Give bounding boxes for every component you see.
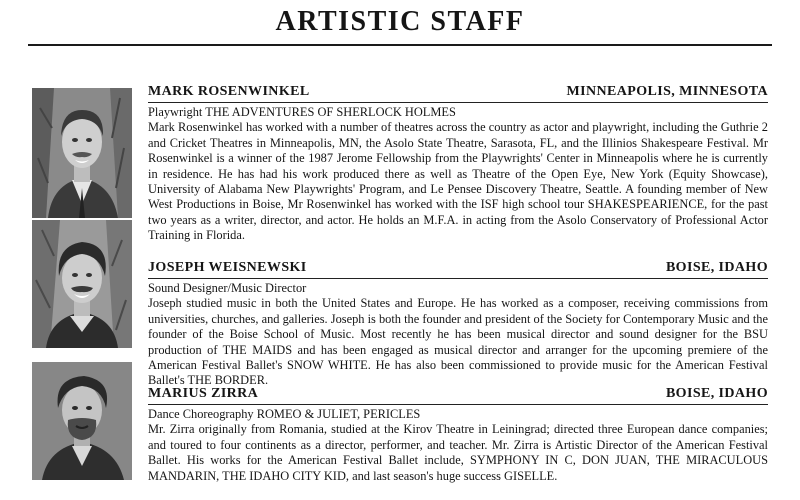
staff-bio: Mr. Zirra originally from Romania, studied at the Kirov Theatre in Leiningrad; directed three European dance companies; and toured to four continents as a director, performer, and teacher. Mr. Zirra is Artistic Director of the American Festival Ballet. His works for the American Festival Ballet include, SYMPHONY IN C, DON JUAN, THE MIRACULOUS MANDARIN, THE IDAHO CITY KID, and last season's huge success GISELLE. [148,422,768,483]
staff-name: JOSEPH WEISNEWSKI [148,260,307,275]
staff-location: BOISE, IDAHO [665,260,768,275]
portrait-photo-rosenwinkel [32,88,132,218]
staff-bio: Mark Rosenwinkel has worked with a number of theatres across the country as actor and playwright, including the Guthrie 2 and Cricket Theatres in Minneapolis, MN, the Asolo State Theatre, Sarasota, FL, and the Illinios Shakespeare Festival. Mr Rosenwinkel is a winner of the 1987 Jerome Fellowship from the Playwrights' Center in Minneapolis where he is currently in residence. He has had his work produced there as well as Theatre of the Open Eye, New York (Equity Showcase), University of Alabama New Playwrights' Program, and Le Pensee Discovery Theatre, Seattle. A founding member of New West Productions in Boise, Mr Rosenwinkel has worked with the ISF high school tour SHAKESPEARIENCE, for the past two years as a writer, director, and actor. He holds an M.F.A. in acting from the Asolo Conservatory of Professional Actor Training in Florida. [148,120,768,243]
staff-bio: Joseph studied music in both the United States and Europe. He has worked as a composer, receiving commissions from universities, churches, and galleries. Joseph is both the founder and president of the Society for Contemporary Music and the founder of the Boise School of Music. Most recently he has been musical director and sound designer for the BSU production of THE MAIDS and has been engaged as musical director and arranger for the upcoming premiere of the American Festival Ballet's SNOW WHITE. He has also been commissioned to provide music for the American Festival Ballet's THE BORDER. [148,296,768,388]
profile-info [148,84,768,244]
name-divider [148,278,768,279]
staff-role: Dance Choreography ROMEO & JULIET, PERICLES [148,407,421,421]
portrait-photo-weisnewski [32,220,132,348]
page-title: ARTISTIC STAFF [275,6,525,37]
name-row [148,260,768,277]
name-row [148,84,768,101]
profile-info [148,386,768,484]
name-divider [148,404,768,405]
name-row [148,386,768,403]
staff-location: BOISE, IDAHO [665,386,768,401]
staff-name: MARK ROSENWINKEL [148,84,310,99]
title-divider [28,44,772,46]
portrait-photo-zirra [32,362,132,480]
name-divider [148,102,768,103]
staff-role: Playwright THE ADVENTURES OF SHERLOCK HOLMES [148,105,456,119]
staff-location: MINNEAPOLIS, MINNESOTA [566,84,768,99]
profile-info [148,260,768,389]
staff-role: Sound Designer/Music Director [148,281,307,295]
staff-name: MARIUS ZIRRA [148,386,259,401]
